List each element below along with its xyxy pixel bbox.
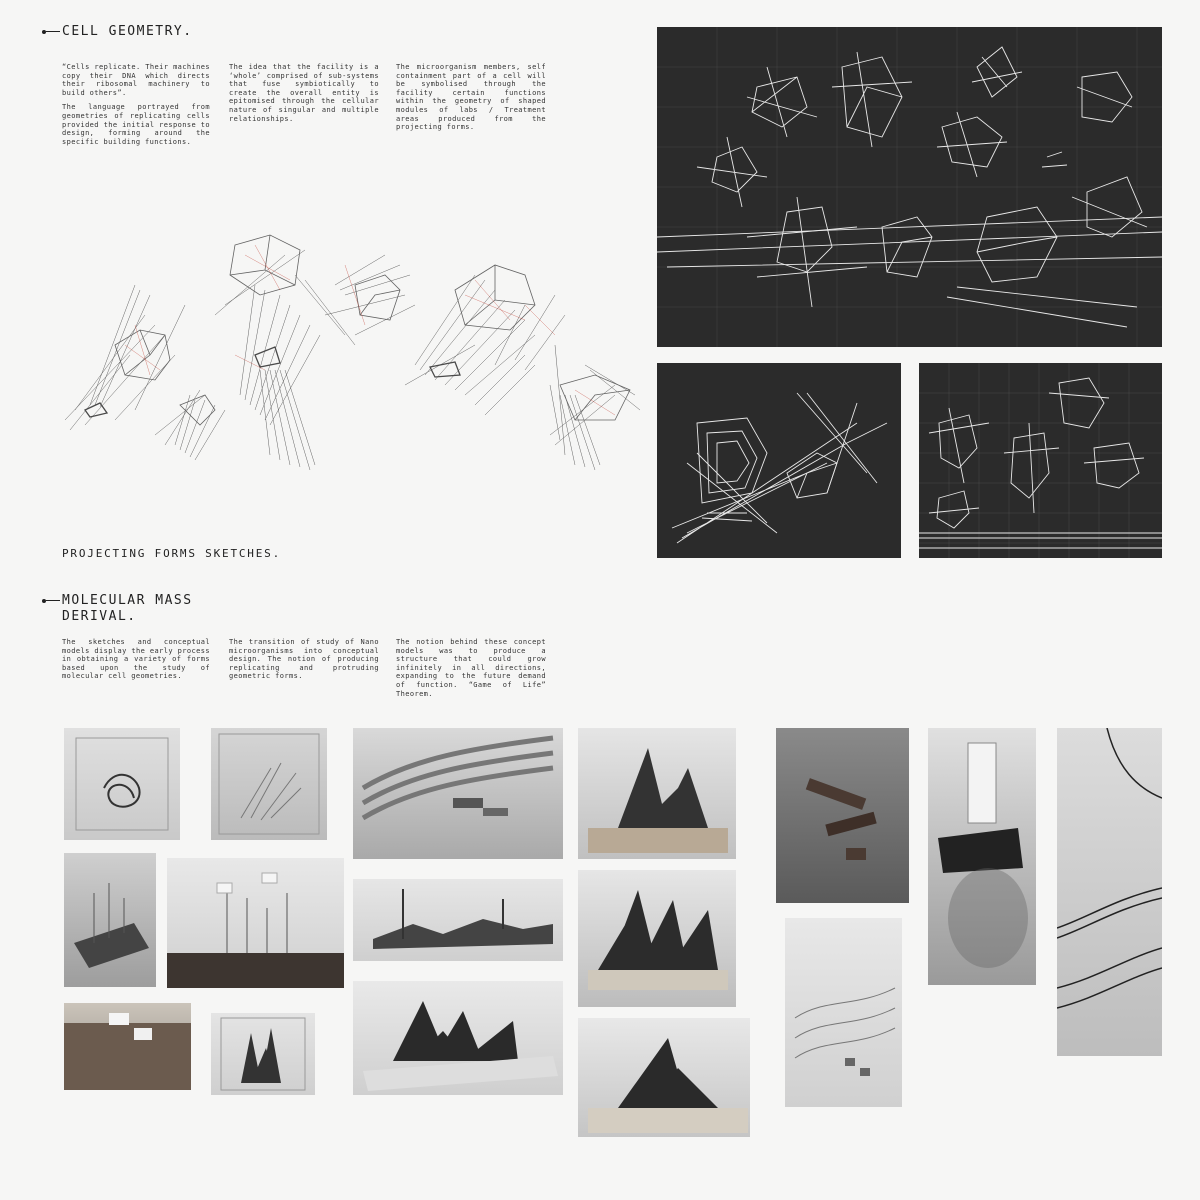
paragraph: The language portrayed from geometries of replicating cells provided the initial response to design, forming around the specific building functions. <box>62 103 210 146</box>
caption-projecting-forms: PROJECTING FORMS SKETCHES. <box>62 547 281 560</box>
heading-line: DERIVAL. <box>62 609 137 624</box>
heading-rule <box>46 600 60 601</box>
text-column-1 <box>62 638 210 687</box>
model-photo-steel-shards-3 <box>353 981 563 1095</box>
paragraph: The notion behind these concept models was to produce a structure that could grow infinitely in all directions, expanding to the future demand of function. “Game of Life” Theorem. <box>396 638 546 698</box>
text-column-3 <box>396 63 546 138</box>
model-photo-spiky-strip <box>353 879 563 961</box>
model-photo-acrylic-cube-rods <box>211 728 327 840</box>
sketch-board-small-left <box>657 363 901 558</box>
model-photo-steel-shards-1 <box>578 728 736 859</box>
paragraph: The idea that the facility is a ‘whole’ comprised of sub-systems that fuse symbiotically to create the overall entity is epitomised through the cellular nature of singular and multiple relationships. <box>229 63 379 123</box>
section-title-molecular-mass <box>62 593 193 625</box>
model-photo-wood-block-paper <box>64 1003 191 1090</box>
model-photo-tower <box>928 728 1036 985</box>
model-photo-steel-shards-4 <box>578 1018 750 1137</box>
paragraph: The transition of study of Nano microorganisms into conceptual design. The notion of producing replicating and protruding geometric forms. <box>229 638 379 681</box>
sketch-board-large <box>657 27 1162 347</box>
model-photo-site-plan <box>785 918 902 1107</box>
paragraph: The sketches and conceptual models display the early process in obtaining a variety of forms based upon the study of molecular cell geometries. <box>62 638 210 681</box>
heading-rule <box>46 31 60 32</box>
model-photo-acrylic-cube-spikes <box>211 1013 315 1095</box>
model-photo-layered-contours <box>353 728 563 859</box>
projecting-forms-drawing <box>55 195 645 495</box>
heading-line: MOLECULAR MASS <box>62 593 193 608</box>
text-column-2 <box>229 638 379 687</box>
model-photo-wood-base-rods <box>64 853 156 987</box>
sketch-board-small-right <box>919 363 1162 558</box>
section-title-cell-geometry: CELL GEOMETRY. <box>62 24 193 39</box>
text-column-3 <box>396 638 546 704</box>
model-photo-driftwood-stands <box>167 858 344 988</box>
text-column-2 <box>229 63 379 129</box>
text-column-1 <box>62 63 210 152</box>
paragraph: “Cells replicate. Their machines copy their DNA which directs their ribosomal machinery to build others”. <box>62 63 210 97</box>
model-photo-acrylic-cube-wire <box>64 728 180 840</box>
paragraph: The microorganism members, self containment part of a cell will be symbolised through the facility certain functions within the geometry of shaped modules of labs / Treatment areas produced from the projecting forms. <box>396 63 546 132</box>
model-photo-rust-blocks <box>776 728 909 903</box>
model-photo-steel-shards-2 <box>578 870 736 1007</box>
model-photo-contour-map <box>1057 728 1162 1056</box>
